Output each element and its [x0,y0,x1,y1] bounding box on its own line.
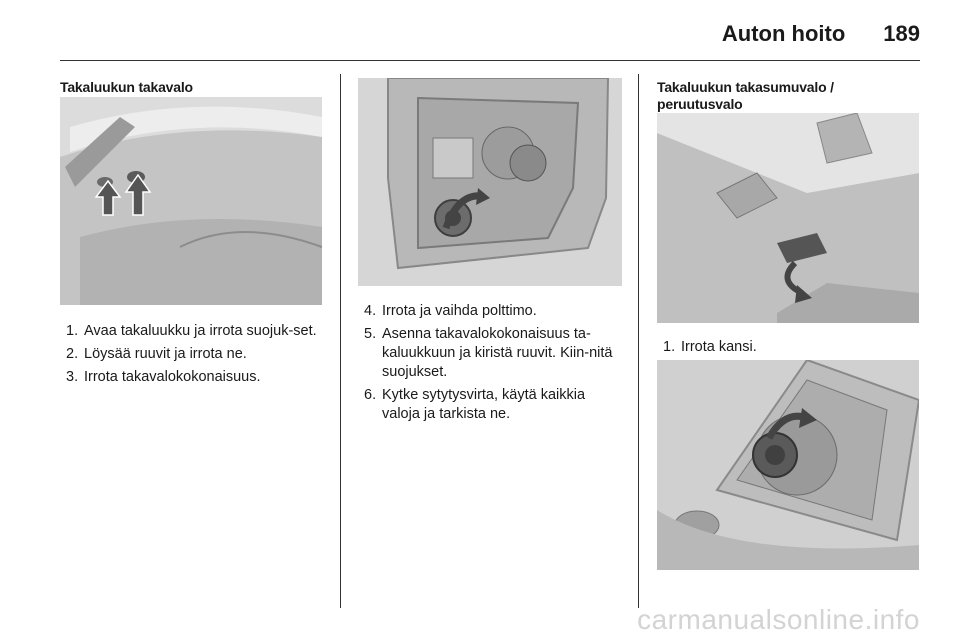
list-item: 4. Irrota ja vaihda polttimo. [364,303,537,319]
steps-list-left [60,322,328,391]
list-item: 5. Asenna takavalokokonaisuus ta-kaluukkuun ja kiristä ruuvit. Kiin-nitä suojukset. [364,326,613,380]
section-heading-fog-reverse-light: Takaluukun takasumuvalo / peruutusvalo [657,79,834,112]
list-item: 2. Löysää ruuvit ja irrota ne. [66,346,247,362]
figure-light-assembly-bulb [358,78,622,286]
section-heading-tail-light: Takaluukun takavalo [60,79,193,95]
list-item: 6. Kytke sytytysvirta, käytä kaikkia valoja ja tarkista ne. [364,387,586,422]
steps-list-right [657,338,919,361]
page-header [722,14,920,54]
watermark: carmanualsonline.info [637,604,920,635]
figure-tailgate-covers [60,97,322,305]
header-rule [60,60,920,61]
list-item: 1. Avaa takaluukku ja irrota suojuk-set. [66,323,317,339]
chapter-title: Auton hoito [721,21,846,46]
steps-list-middle [358,302,620,428]
list-item: 3. Irrota takavalokokonaisuus. [66,369,261,385]
column-divider-2 [638,74,639,608]
figure-fog-light-bulb [657,360,919,570]
column-divider-1 [340,74,341,608]
list-item: 1. Irrota kansi. [663,339,757,355]
figure-tailgate-cover-removal [657,113,919,323]
page-number: 189 [883,21,920,46]
